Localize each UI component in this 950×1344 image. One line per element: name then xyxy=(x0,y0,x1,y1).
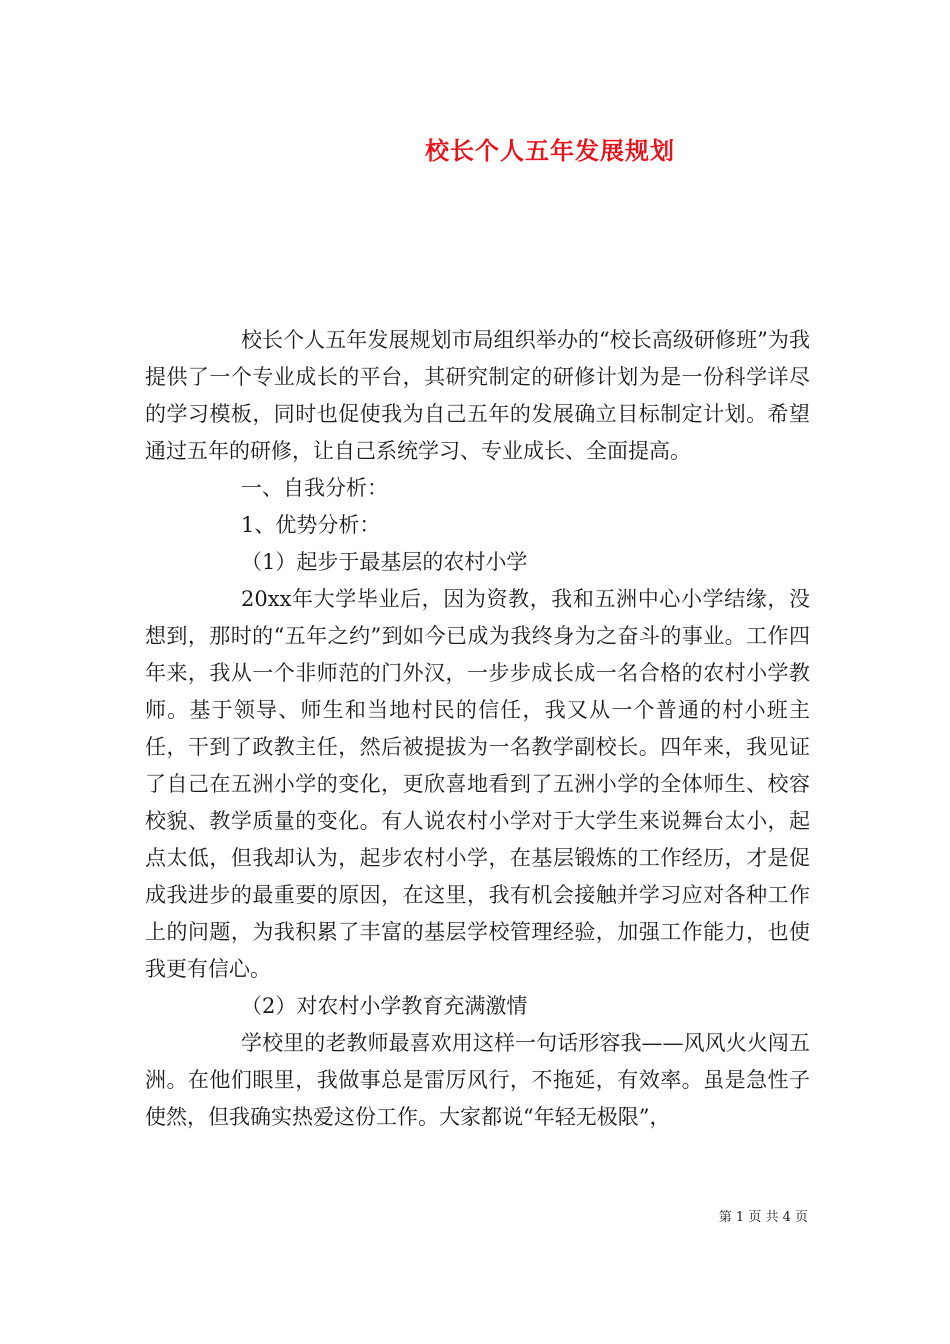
subsection-heading-strengths: 1、优势分析： xyxy=(241,513,381,537)
document-body xyxy=(145,322,810,1136)
page-footer: 第 1 页 共 4 页 xyxy=(718,1210,808,1225)
item-heading-passion: （2）对农村小学教育充满激情 xyxy=(241,994,528,1018)
item-heading-rural-start: （1）起步于最基层的农村小学 xyxy=(241,550,528,574)
paragraph-passion: 学校里的老教师最喜欢用这样一句话形容我——风风火火闯五洲。在他们眼里，我做事总是雷厉风行，不拖延，有效率。虽是急性子使然，但我确实热爱这份工作。大家都说“年轻无极限”， xyxy=(145,1031,810,1129)
paragraph-career-history: 20xx年大学毕业后，因为资教，我和五洲中心小学结缘，没想到，那时的“五年之约”到如今已成为我终身为之奋斗的事业。工作四年来，我从一个非师范的门外汉，一步步成长成一名合格的农村小学教师。基于领导、师生和当地村民的信任，我又从一个普通的村小班主任，干到了政教主任，然后被提拔为一名教学副校长。四年来，我见证了自己在五洲小学的变化，更欣喜地看到了五洲小学的全体师生、校容校貌、教学质量的变化。有人说农村小学对于大学生来说舞台太小，起点太低，但我却认为，起步农村小学，在基层锻炼的工作经历，才是促成我进步的最重要的原因，在这里，我有机会接触并学习应对各种工作上的问题，为我积累了丰富的基层学校管理经验，加强工作能力，也使我更有信心。 xyxy=(145,587,810,981)
section-heading-self-analysis: 一、自我分析： xyxy=(241,476,388,500)
paragraph-intro: 校长个人五年发展规划市局组织举办的“校长高级研修班”为我提供了一个专业成长的平台，其研究制定的研修计划为是一份科学详尽的学习模板，同时也促使我为自己五年的发展确立目标制定计划。希望通过五年的研修，让自己系统学习、专业成长、全面提高。 xyxy=(145,328,810,463)
document-title: 校长个人五年发展规划 xyxy=(425,136,675,165)
